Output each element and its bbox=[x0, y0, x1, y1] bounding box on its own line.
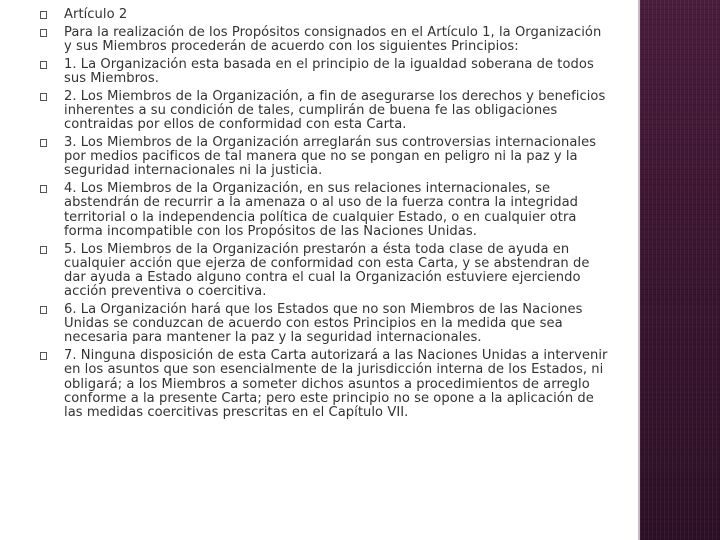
bullet-square-icon bbox=[40, 139, 47, 147]
decorative-side-panel bbox=[640, 0, 720, 540]
bullet-square-icon bbox=[40, 93, 47, 101]
article-intro: Para la realización de los Propósitos consignados en el Artículo 1, la Organización y sus Miembros procederán de acuerdo con los siguientes Principios: bbox=[64, 24, 602, 54]
bullet-square-icon bbox=[40, 185, 47, 193]
bullet-square-icon bbox=[40, 61, 47, 69]
principle-3-text: 3. Los Miembros de la Organización arreglarán sus controversias internacionales por medios pacificos de tal manera que no se pongan en peligro ni la paz y la seguridad internacionales ni la justicia. bbox=[64, 135, 597, 179]
principle-2-text: 2. Los Miembros de la Organización, a fin de asegurarse los derechos y beneficios inherentes a su condición de tales, cumplirán de buena fe las obligaciones contraidas por ellos de conformidad con esta Carta. bbox=[64, 88, 606, 133]
bullet-list bbox=[0, 8, 610, 424]
principle-6-text: 6. La Organización hará que los Estados que no son Miembros de las Naciones Unidas se conduzcan de acuerdo con estos Principios en la medida que sea necesaria para mantener la paz y la seguridad internacionales. bbox=[64, 302, 583, 346]
list-item-principle-5 bbox=[0, 243, 610, 300]
principle-5-text: 5. Los Miembros de la Organización prestarón a ésta toda clase de ayuda en cualquier acción que ejerza de conformidad con esta Carta, y se abstendran de dar ayuda a Estado alguno contra el cual la Organización estuviere ejerciendo acción preventiva o coercitiva. bbox=[64, 241, 590, 300]
bullet-square-icon bbox=[40, 352, 47, 360]
article-heading: Artículo 2 bbox=[64, 7, 128, 22]
list-item-principle-2 bbox=[0, 90, 610, 133]
list-item-principle-6 bbox=[0, 303, 610, 346]
principle-1-text: 1. La Organización esta basada en el principio de la igualdad soberana de todos sus Miembros. bbox=[64, 56, 594, 86]
list-item-principle-1 bbox=[0, 58, 610, 86]
list-item-principle-7 bbox=[0, 349, 610, 420]
bullet-square-icon bbox=[40, 246, 47, 254]
bullet-square-icon bbox=[40, 306, 47, 314]
principle-7-text: 7. Ninguna disposición de esta Carta autorizará a las Naciones Unidas a intervenir en los asuntos que son esencialmente de la jurisdicción interna de los Estados, ni obligará; a los Miembros a someter dichos asuntos a procedimientos de arreglo conforme a la presente Carta; pero este principio no se opone a la aplicación de las medidas coercitivas prescritas en el Capítulo VII. bbox=[64, 348, 608, 421]
list-item-intro bbox=[0, 26, 610, 54]
list-item-principle-3 bbox=[0, 136, 610, 179]
principle-4-text: 4. Los Miembros de la Organización, en sus relaciones internacionales, se abstendrán de recurrir a la amenaza o al uso de la fuerza contra la integridad territorial o la independencia política de cualquier Estado, o en cualquier otra forma incompatible con los Propósitos de las Naciones Unidas. bbox=[64, 181, 579, 239]
list-item-principle-4 bbox=[0, 182, 610, 239]
bullet-square-icon bbox=[40, 29, 47, 37]
list-item-heading bbox=[0, 8, 610, 22]
bullet-square-icon bbox=[40, 11, 47, 19]
